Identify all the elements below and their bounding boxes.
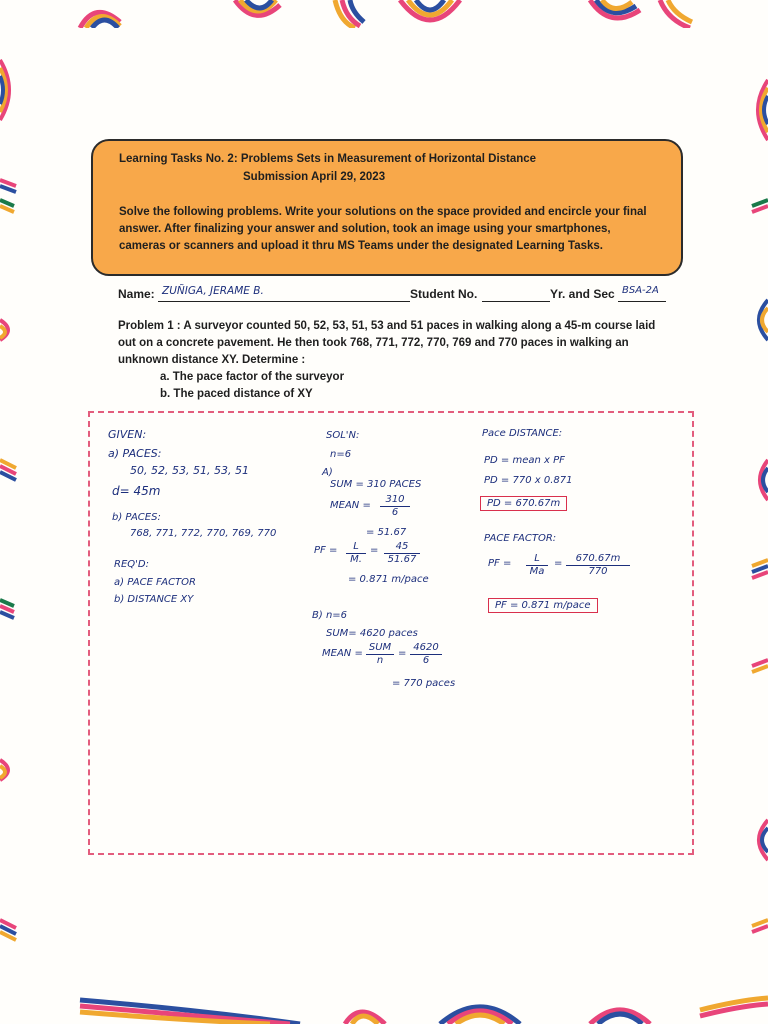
solution-heading: SOL'N:: [326, 430, 360, 441]
rainbow-decoration-right: [746, 60, 768, 1000]
problem-statement: Problem 1 : A surveyor counted 50, 52, 53, 51, 53 and 51 paces in walking along a 45-m course laid out on a concrete pavement. He then took 768, 771, 772, 770, 769 and 770 paces in walking an unknown distance XY. Determine :: [118, 320, 656, 366]
solution-part-a-label: A): [322, 467, 333, 478]
solution-mean-a-fraction: $\frac{310}{6}$: [380, 494, 410, 519]
solution-mean-b-value-fraction: $\frac{4620}{6}$: [410, 642, 442, 667]
task-title: Learning Tasks No. 2: Problems Sets in Measurement of Horizontal Distance: [119, 153, 537, 165]
submission-date: Submission April 29, 2023: [243, 171, 386, 183]
given-distance: d= 45m: [112, 484, 161, 498]
solution-pf-equals: =: [370, 545, 379, 556]
yr-sec-label: Yr. and Sec: [550, 287, 615, 301]
pace-distance-heading: Pace DISTANCE:: [482, 428, 563, 439]
solution-n: n=6: [330, 449, 352, 460]
name-value: ZUÑIGA, JERAME B.: [162, 285, 264, 297]
given-paces-b-label: b) PACES:: [112, 512, 161, 523]
solution-sum-a: SUM = 310 PACES: [330, 479, 422, 490]
solution-pf-value-fraction: $\frac{45}{51.67}$: [384, 541, 420, 566]
problem-item-b: b. The paced distance of XY: [160, 388, 313, 400]
solution-mean-b-label: MEAN =: [322, 648, 363, 659]
pace-factor-equals: =: [554, 558, 563, 569]
student-no-label: Student No.: [410, 287, 478, 301]
reqd-heading: REQ'D:: [114, 559, 149, 570]
pace-factor-value-fraction: $\frac{670.67m}{770}$: [566, 553, 630, 578]
pace-factor-heading: PACE FACTOR:: [484, 533, 557, 544]
solution-pf-label: PF =: [314, 545, 338, 556]
solution-mean-a-label: MEAN =: [330, 500, 371, 511]
pace-factor-fraction: $\frac{L}{Ma}$: [526, 553, 548, 578]
pace-distance-formula: PD = mean x PF: [484, 455, 565, 466]
solution-sum-b: SUM= 4620 paces: [326, 628, 418, 639]
given-paces-a-values: 50, 52, 53, 51, 53, 51: [130, 464, 249, 477]
pace-distance-answer: PD = 670.67m: [480, 496, 567, 511]
task-header-box: [91, 139, 683, 276]
reqd-distance-xy: b) DISTANCE XY: [114, 594, 194, 605]
reqd-pace-factor: a) PACE FACTOR: [114, 577, 196, 588]
solution-mean-b-equals: =: [398, 648, 407, 659]
name-label: Name:: [118, 287, 155, 301]
pace-factor-label: PF =: [488, 558, 512, 569]
pace-factor-answer: PF = 0.871 m/pace: [488, 598, 598, 613]
pace-distance-substitution: PD = 770 x 0.871: [484, 475, 573, 486]
rainbow-decoration-left: [0, 40, 22, 1000]
solution-mean-b-result: = 770 paces: [392, 678, 456, 689]
given-paces-a-label: a) PACES:: [108, 447, 162, 460]
solution-pf-result: = 0.871 m/pace: [348, 574, 429, 585]
solution-part-b: B) n=6: [312, 610, 348, 621]
given-heading: GIVEN:: [108, 428, 147, 441]
rainbow-decoration-top: [0, 0, 768, 28]
yr-sec-underline: [618, 301, 666, 302]
given-paces-b-values: 768, 771, 772, 770, 769, 770: [130, 528, 277, 539]
solution-pf-fraction: $\frac{L}{M.}$: [346, 541, 366, 566]
student-no-underline: [482, 301, 550, 302]
student-info-line: [118, 287, 678, 305]
rainbow-decoration-bottom: [0, 990, 768, 1024]
problem-item-a: a. The pace factor of the surveyor: [160, 371, 345, 383]
yr-sec-value: BSA-2A: [622, 285, 659, 296]
name-underline: [158, 301, 410, 302]
solution-mean-b-fraction: SUM n: [366, 642, 394, 667]
solution-mean-a-result: = 51.67: [366, 527, 407, 538]
task-instructions: Solve the following problems. Write your solutions on the space provided and encircle your final answer. After finalizing your answer and solution, took an image using your smartphones, cameras or scanners and upload it thru MS Teams under the designated Learning Tasks.: [119, 206, 647, 252]
